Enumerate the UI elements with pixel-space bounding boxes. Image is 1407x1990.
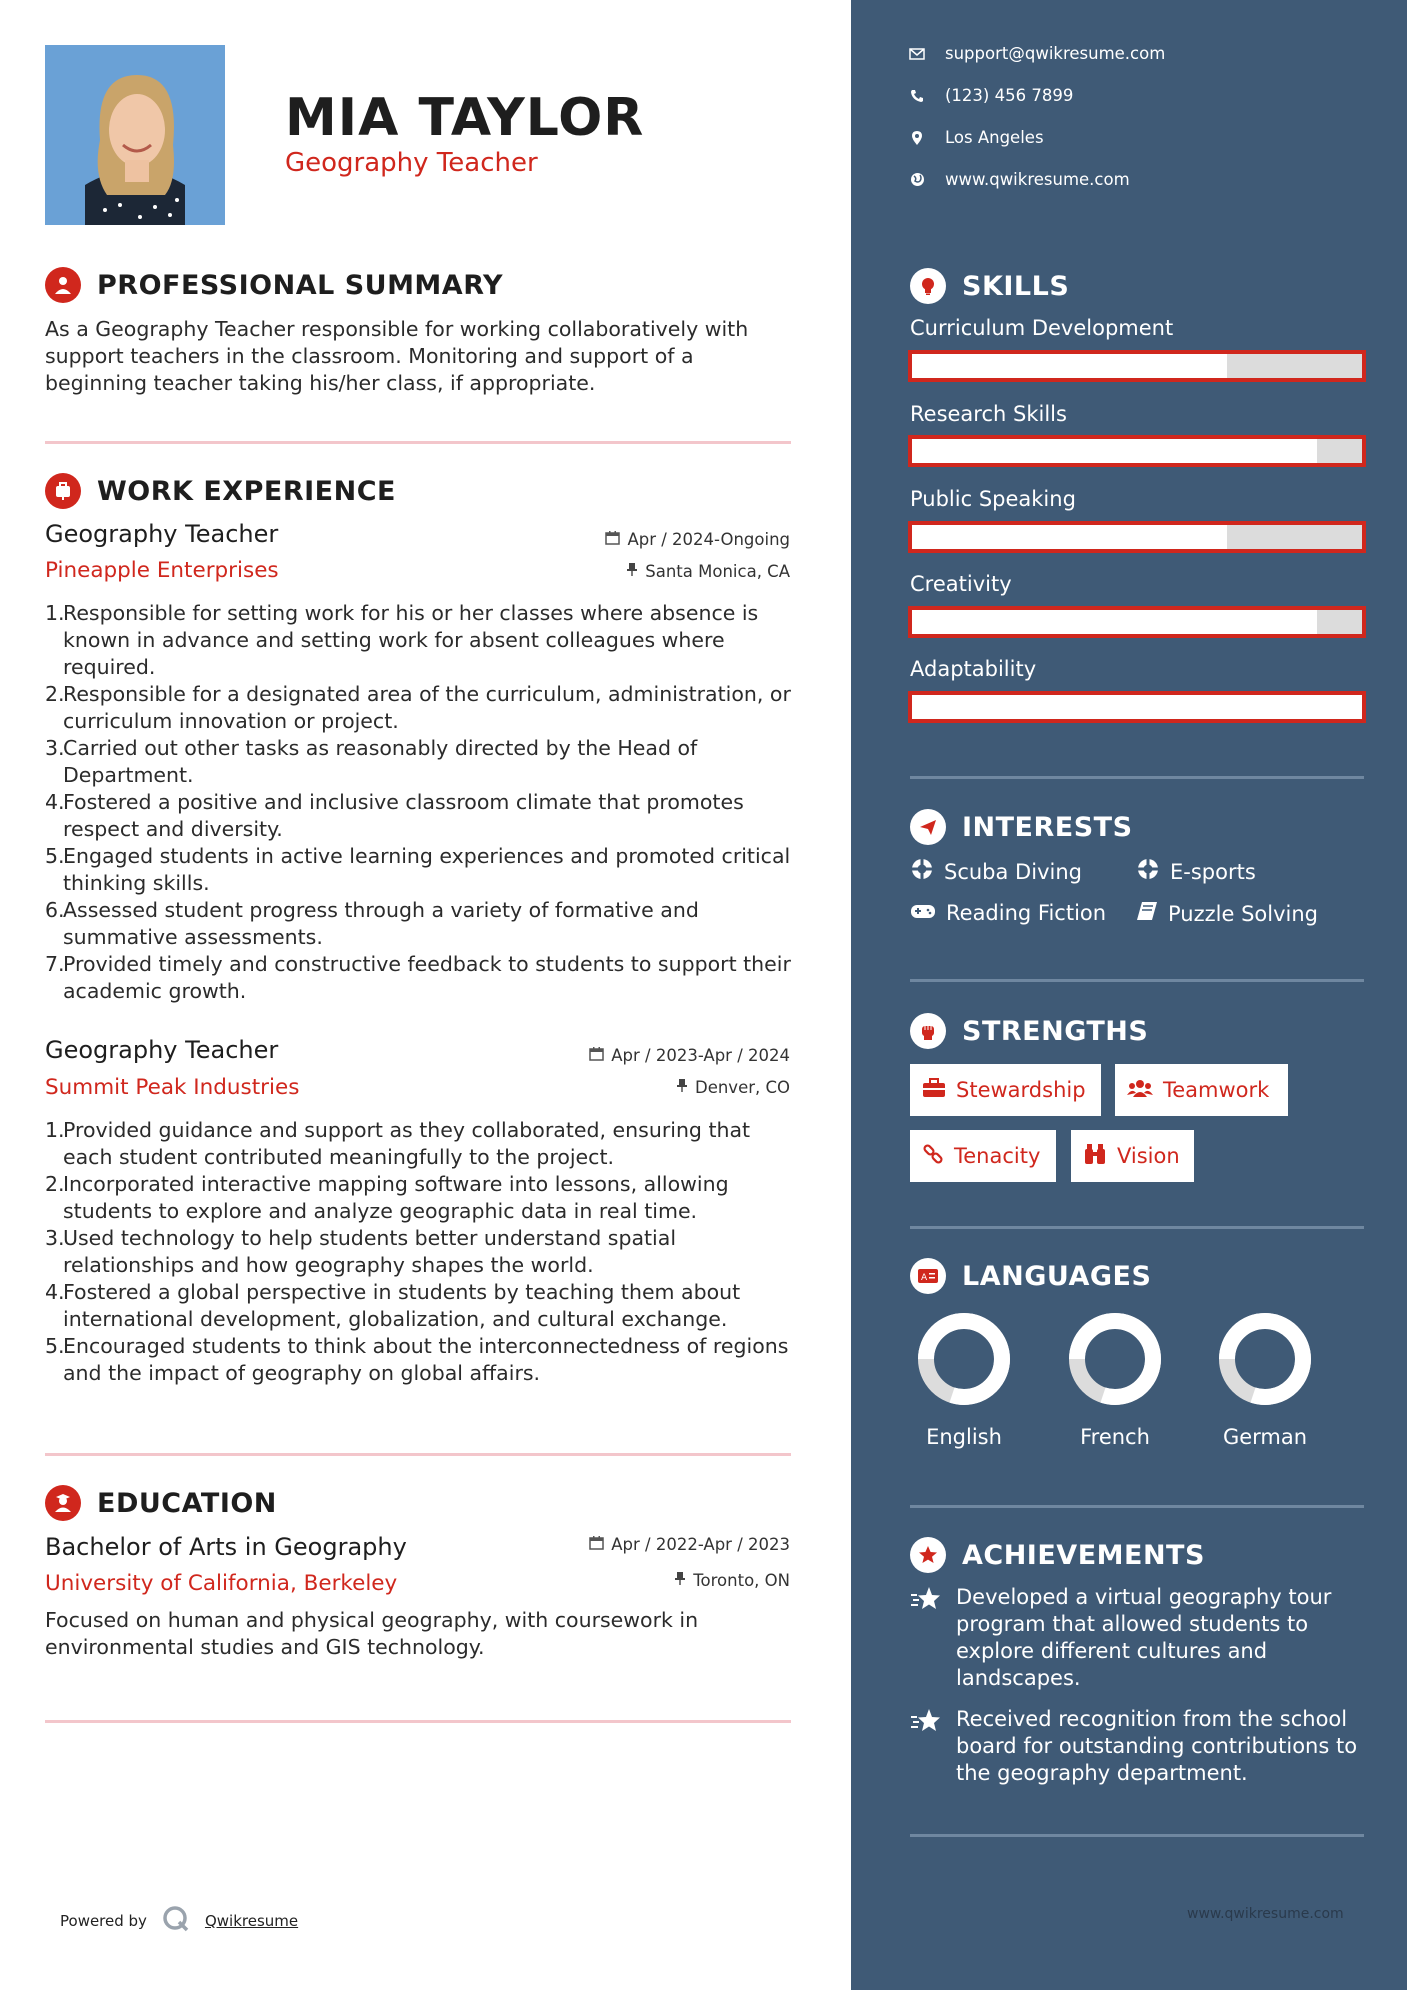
education-text: Focused on human and physical geography, with coursework in environmental studies and GIS technology. xyxy=(45,1608,699,1659)
job-company: Summit Peak Industries xyxy=(45,1075,300,1100)
achievements-heading: ACHIEVEMENTS xyxy=(910,1537,1205,1573)
strength-chip: Vision xyxy=(1071,1130,1194,1182)
interest-item: Puzzle Solving xyxy=(1136,901,1318,926)
divider xyxy=(910,1226,1364,1229)
skill-name: Public Speaking xyxy=(910,487,1076,511)
users-icon xyxy=(1127,1078,1153,1103)
briefcase-icon xyxy=(922,1078,946,1103)
experience-title: WORK EXPERIENCE xyxy=(97,475,396,507)
skill-name: Creativity xyxy=(910,572,1012,596)
translate-icon xyxy=(910,1258,946,1294)
experience-heading xyxy=(45,473,396,509)
list-item: 1. Provided guidance and support as they collaborated, ensuring that each student contributed meaningfully to the project. xyxy=(45,1118,751,1169)
skill-name: Adaptability xyxy=(910,657,1037,681)
list-item: 5. Engaged students in active learning experiences and promoted critical thinking skills. xyxy=(45,844,791,895)
skill-bar xyxy=(908,606,1366,638)
interests-heading: INTERESTS xyxy=(910,809,1133,845)
skill-name: Research Skills xyxy=(910,402,1067,426)
education-title: EDUCATION xyxy=(97,1487,277,1519)
list-item: 4. Fostered a positive and inclusive classroom climate that promotes respect and diversity. xyxy=(45,790,744,841)
briefcase-icon xyxy=(45,473,81,509)
achievement-item: Developed a virtual geography tour program that allowed students to explore different cultures and landscapes. xyxy=(910,1584,1366,1692)
map-marker-icon xyxy=(909,130,925,146)
phone-icon xyxy=(909,89,925,103)
divider xyxy=(45,1453,791,1456)
paper-plane-icon xyxy=(910,809,946,845)
strength-chip: Tenacity xyxy=(910,1130,1056,1182)
calendar-icon xyxy=(605,530,620,549)
achievement-item: Received recognition from the school board for outstanding contributions to the geography department. xyxy=(910,1706,1366,1787)
divider xyxy=(910,1505,1364,1508)
divider xyxy=(45,441,791,444)
interest-item: Reading Fiction xyxy=(910,901,1106,925)
divider xyxy=(910,776,1364,779)
divider xyxy=(45,1720,791,1723)
strength-chip: Teamwork xyxy=(1115,1064,1288,1116)
education-heading xyxy=(45,1485,277,1521)
skill-bar xyxy=(908,691,1366,723)
footer-url[interactable]: www.qwikresume.com xyxy=(1187,1906,1344,1922)
summary-title: PROFESSIONAL SUMMARY xyxy=(97,269,504,301)
summary-text: As a Geography Teacher responsible for working collaboratively with support teachers in the classroom. Monitoring and support of a beginning teacher taking his/her class, if appropriate. xyxy=(45,317,749,395)
binoculars-icon xyxy=(1083,1143,1107,1170)
list-item: 5. Encouraged students to think about the interconnectedness of regions and the impact of geography on global affairs. xyxy=(45,1334,789,1385)
list-item: 2. Responsible for a designated area of the curriculum, administration, or curriculum innovation or project. xyxy=(45,682,791,733)
language-ring xyxy=(916,1311,1012,1407)
strengths-heading: STRENGTHS xyxy=(910,1013,1148,1049)
qwikresume-logo-icon xyxy=(161,1904,191,1938)
svg-text:A: A xyxy=(921,1273,928,1283)
contact-phone[interactable]: (123) 456 7899 xyxy=(909,86,1073,105)
gamepad-icon xyxy=(910,901,936,925)
job-dates: Apr / 2024-Ongoing xyxy=(605,530,790,549)
job-bullets xyxy=(45,1117,795,1387)
globe-icon xyxy=(909,172,925,187)
life-ring-icon xyxy=(1136,857,1160,886)
calendar-icon xyxy=(589,1046,604,1065)
job-company: Pineapple Enterprises xyxy=(45,558,279,583)
list-item: 4. Fostered a global perspective in students by teaching them about international development, globalization, and cultural exchange. xyxy=(45,1280,741,1331)
language-item: English xyxy=(904,1311,1024,1449)
strength-chip: Stewardship xyxy=(910,1064,1101,1116)
list-item: 2. Incorporated interactive mapping software into lessons, allowing students to explore and analyze geographic data in real time. xyxy=(45,1172,729,1223)
powered-by: Powered by Qwikresume xyxy=(60,1904,298,1938)
list-item: 1. Responsible for setting work for his or her classes where absence is known in advance and setting work for absent colleagues where required. xyxy=(45,601,759,679)
life-ring-icon xyxy=(910,857,934,886)
star-icon xyxy=(910,1584,944,1692)
list-item: 7. Provided timely and constructive feedback to students to support their academic growth. xyxy=(45,952,791,1003)
contact-location: Los Angeles xyxy=(909,128,1044,147)
job-bullets xyxy=(45,600,795,1005)
job-dates: Apr / 2023-Apr / 2024 xyxy=(589,1046,790,1065)
skill-bar xyxy=(908,435,1366,467)
job-title: Geography Teacher xyxy=(45,520,279,548)
pin-icon xyxy=(626,562,638,581)
qwikresume-link[interactable]: Qwikresume xyxy=(204,1912,299,1930)
fist-icon xyxy=(910,1013,946,1049)
education-dates: Apr / 2022-Apr / 2023 xyxy=(589,1535,790,1554)
list-item: 3. Carried out other tasks as reasonably directed by the Head of Department. xyxy=(45,736,698,787)
job-location: Santa Monica, CA xyxy=(626,562,790,581)
star-icon xyxy=(910,1706,944,1787)
lightbulb-icon xyxy=(910,268,946,304)
contact-email[interactable]: support@qwikresume.com xyxy=(909,44,1165,63)
skill-name: Curriculum Development xyxy=(910,316,1174,340)
skills-heading: SKILLS xyxy=(910,268,1069,304)
book-icon xyxy=(1136,901,1158,926)
school: University of California, Berkeley xyxy=(45,1571,398,1596)
language-item: French xyxy=(1055,1311,1175,1449)
graduate-icon xyxy=(45,1485,81,1521)
profile-photo xyxy=(45,45,225,225)
interest-item: Scuba Diving xyxy=(910,857,1082,886)
skill-fill xyxy=(912,525,1227,549)
skill-fill xyxy=(912,439,1317,463)
user-icon xyxy=(45,267,81,303)
skill-fill xyxy=(912,610,1317,634)
skill-fill xyxy=(912,695,1362,719)
calendar-icon xyxy=(589,1535,604,1554)
job-location: Denver, CO xyxy=(676,1078,790,1097)
language-ring xyxy=(1067,1311,1163,1407)
divider xyxy=(910,979,1364,982)
list-item: 6. Assessed student progress through a variety of formative and summative assessments. xyxy=(45,898,699,949)
languages-heading: A LANGUAGES xyxy=(910,1258,1151,1294)
link-icon xyxy=(922,1143,944,1170)
skill-bar xyxy=(908,350,1366,382)
divider xyxy=(910,1834,1364,1837)
contact-website[interactable]: www.qwikresume.com xyxy=(909,170,1130,189)
education-location: Toronto, ON xyxy=(674,1571,790,1590)
language-item: German xyxy=(1205,1311,1325,1449)
list-item: 3. Used technology to help students better understand spatial relationships and how geography shapes the world. xyxy=(45,1226,677,1277)
interest-item: E-sports xyxy=(1136,857,1256,886)
candidate-role: Geography Teacher xyxy=(285,148,538,178)
skill-fill xyxy=(912,354,1227,378)
language-ring xyxy=(1217,1311,1313,1407)
summary-heading xyxy=(45,267,503,303)
pin-icon xyxy=(676,1078,688,1097)
envelope-icon xyxy=(909,48,925,60)
pin-icon xyxy=(674,1571,686,1590)
star-badge-icon xyxy=(910,1537,946,1573)
skill-bar xyxy=(908,521,1366,553)
degree: Bachelor of Arts in Geography xyxy=(45,1533,407,1561)
job-title: Geography Teacher xyxy=(45,1036,279,1064)
candidate-name: MIA TAYLOR xyxy=(285,88,645,148)
